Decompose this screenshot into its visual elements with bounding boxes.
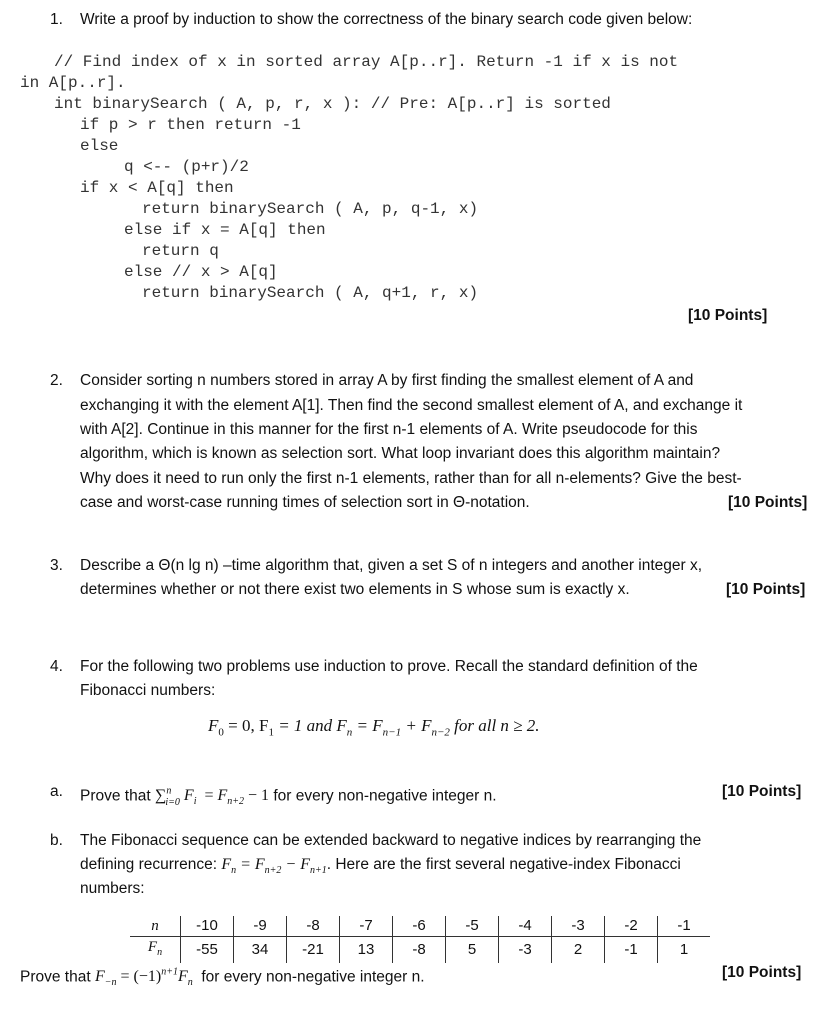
formula-part-3: = F [356, 716, 383, 735]
q1-code-line-11: else // x > A[q] [124, 263, 278, 281]
q2-line-6: case and worst-case running times of selection sort in Θ-notation. [80, 494, 530, 511]
q4b-prove-statement: Prove that $F_{-n} = (-1)^{n+1}F_n$ for every non-negative integer n. [20, 967, 425, 989]
q4b-line-2: defining recurrence: $F_n = F_{n+2} - F_{n+1}$. Here are the first several negative-index Fibonacci [80, 856, 681, 877]
q4a-label: a. [50, 783, 63, 800]
q2-number: 2. [50, 372, 63, 389]
table-cell: -8 [393, 937, 446, 964]
q4-line-1: For the following two problems use induction to prove. Recall the standard definition of the [80, 658, 698, 675]
q4b-line-3: numbers: [80, 880, 145, 897]
table-cell: 5 [446, 937, 499, 964]
table-cell: 34 [234, 937, 287, 964]
table-cell: -6 [393, 916, 446, 937]
q4b-line-2-suffix: . Here are the first several negative-index Fibonacci [326, 856, 681, 873]
q1-code-line-3: int binarySearch ( A, p, r, x ): // Pre: A[p..r] is sorted [54, 95, 611, 113]
q4b-line-1: The Fibonacci sequence can be extended backward to negative indices by rearranging the [80, 832, 702, 849]
negative-fibonacci-table [130, 916, 710, 963]
formula-part-4: + F [405, 716, 432, 735]
q4b-prove-suffix: for every non-negative integer n. [201, 968, 425, 986]
q3-points: [10 Points] [726, 581, 806, 598]
q4a-suffix: for every non-negative integer n. [273, 787, 497, 805]
q2-line-3: with A[2]. Continue in this manner for the first n-1 elements of A. Write pseudocode for this [80, 421, 698, 438]
table-cell: 1 [658, 937, 711, 964]
q4a-points: [10 Points] [722, 783, 802, 800]
q4b-points: [10 Points] [722, 964, 802, 981]
formula-f-symbol: F [208, 716, 219, 735]
q1-code-line-2: in A[p..r]. [20, 74, 126, 92]
table-cell: 13 [340, 937, 393, 964]
q1-points: [10 Points] [688, 307, 768, 324]
table-cell: -4 [499, 916, 552, 937]
table-cell: -7 [340, 916, 393, 937]
table-row-n [130, 916, 710, 937]
q1-code-line-5: else [80, 137, 119, 155]
q3-number: 3. [50, 557, 63, 574]
q2-line-2: exchanging it with the element A[1]. Then find the second smallest element of A, and exchange it [80, 397, 743, 414]
q2-points: [10 Points] [728, 494, 808, 511]
table-cell: -10 [181, 916, 234, 937]
q1-code-line-12: return binarySearch ( A, q+1, r, x) [142, 284, 479, 302]
table-cell: -5 [446, 916, 499, 937]
q2-line-4: algorithm, which is known as selection sort. What loop invariant does this algorithm maintain? [80, 445, 721, 462]
q2-line-5: Why does it need to run only the first n-1 elements, rather than for all n-elements? Give the best- [80, 470, 742, 487]
q4b-prove-prefix: Prove that [20, 968, 91, 986]
q1-code-line-7: if x < A[q] then [80, 179, 234, 197]
table-head-fn: $F_n$ [147, 939, 163, 958]
table-cell: -9 [234, 916, 287, 937]
q1-code-line-4: if p > r then return -1 [80, 116, 301, 134]
formula-part-2: = 1 and F [278, 716, 347, 735]
q1-code-line-6: q <-- (p+r)/2 [124, 158, 249, 176]
table-cell: -8 [287, 916, 340, 937]
q4b-label: b. [50, 832, 63, 849]
q4-line-2: Fibonacci numbers: [80, 682, 216, 699]
q2-line-1: Consider sorting n numbers stored in array A by first finding the smallest element of A and [80, 372, 694, 389]
table-cell: -2 [605, 916, 658, 937]
table-cell: -3 [499, 937, 552, 964]
table-cell: -1 [658, 916, 711, 937]
q1-code-line-10: return q [142, 242, 219, 260]
formula-part-1: = 0, F [228, 716, 269, 735]
q4-number: 4. [50, 658, 63, 675]
table-cell: 2 [552, 937, 605, 964]
q1-number: 1. [50, 11, 63, 28]
q4b-line-2-prefix: defining recurrence: [80, 856, 217, 873]
q1-code-line-8: return binarySearch ( A, p, q-1, x) [142, 200, 479, 218]
q1-code-line-9: else if x = A[q] then [124, 221, 326, 239]
table-row-fn [130, 937, 710, 964]
q3-line-1: Describe a Θ(n lg n) –time algorithm that, given a set S of n integers and another integer x, [80, 557, 703, 574]
table-cell: -55 [181, 937, 234, 964]
fibonacci-definition-formula: $F_0 = 0$, $F_1 = 1$ and $F_n = F_{n-1} + F_{n-2}$ for all n ≥ 2. [208, 716, 540, 739]
table-cell: -21 [287, 937, 340, 964]
formula-part-5: for all n ≥ 2. [454, 716, 540, 735]
q1-code-line-1: // Find index of x in sorted array A[p..r]. Return -1 if x is not [54, 53, 679, 71]
table-cell: -1 [605, 937, 658, 964]
q4a-prefix: Prove that [80, 787, 151, 805]
table-cell: -3 [552, 916, 605, 937]
q4a-statement: Prove that ∑$^n_{i=0}$ $F_i = F_{n+2} - 1$ for every non-negative integer n. [80, 786, 497, 808]
table-head-fn-symbol: F [147, 939, 158, 955]
q1-text: Write a proof by induction to show the correctness of the binary search code given below: [80, 11, 693, 28]
q3-line-2: determines whether or not there exist two elements in S whose sum is exactly x. [80, 581, 630, 598]
table-head-n: n [130, 916, 181, 937]
